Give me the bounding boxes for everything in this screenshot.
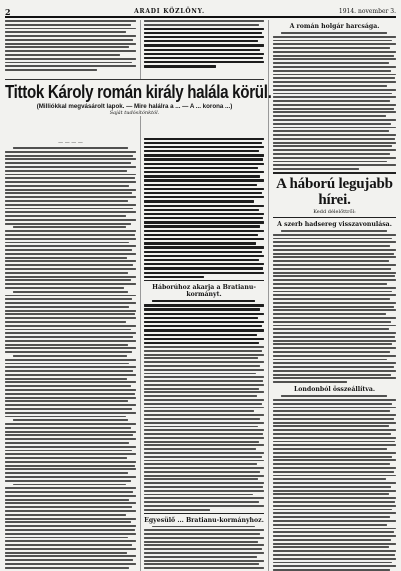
issue-date: 1914. november 3. [338,8,396,15]
section-heading-right-4: Londonból összeállítva. [293,386,376,394]
main-headline-block [5,79,272,116]
newspaper-title: ARADI KÖZLÖNY. [134,8,205,15]
section-heading-right-3: A szerb hadsereg visszavonulása. [277,221,392,229]
article-right-3 [273,395,396,571]
section-heading-right-1: A román holgár harcsága. [289,23,380,30]
article-body-left [5,147,136,571]
article-bold-lead [144,138,264,278]
article-top-left [5,20,136,71]
war-news-subheading: Kedd délelőttről: [313,209,356,216]
main-headline: Tittok Károly román király halála körül. [5,81,272,102]
masthead [5,4,396,18]
section-heading-war-news: A háború legujabb hírei. [276,176,393,209]
page-number: 2 [5,7,11,17]
column-3 [268,20,396,571]
article-right-1 [273,32,396,170]
article-top-middle [144,20,264,68]
article-right-2 [273,230,396,383]
article-middle-2 [144,526,264,571]
section-heading-middle-1: Háborúhoz akarja a Bratianu-kormányt. [152,284,256,299]
headline-kicker: Saját tudósítónktól. [109,110,160,116]
main-subheadline: (Milliókkal megvásárolt lapok. — Mire halálra a ... — A ... korona ...) [36,103,233,110]
section-heading-middle-2: Egyesülő ... Bratianu-kormányhoz. [144,516,264,524]
dateline: — — — — [58,140,83,147]
article-middle-1 [144,300,264,511]
